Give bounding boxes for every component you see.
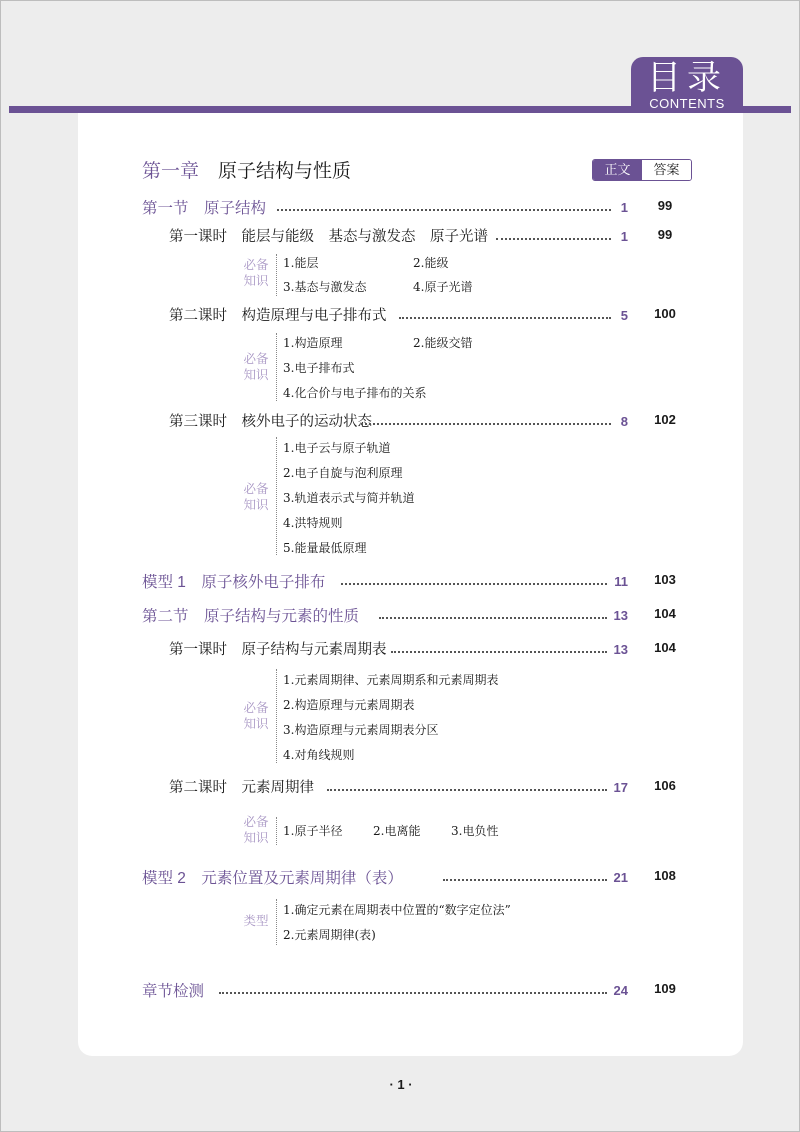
knowledge-item: 3.电子排布式 [283,361,355,375]
answer-page: 106 [654,778,676,793]
toc-chapter-review[interactable]: 章节检测 [142,983,205,1000]
leader-dots [443,879,607,881]
answer-page: 100 [654,306,676,321]
divider [276,899,277,945]
answer-page: 104 [654,606,676,621]
leader-dots [399,317,611,319]
type-item: 2.元素周期律(表) [283,928,376,942]
text-column-tag: 正文 [593,160,642,180]
divider [276,669,277,763]
toc-model-1[interactable]: 模型 1 原子核外电子排布 [142,574,326,591]
knowledge-item: 2.构造原理与元素周期表 [283,698,415,712]
column-tags [592,159,692,181]
answer-page: 102 [654,412,676,427]
knowledge-item: 2.电离能 [373,824,421,838]
knowledge-item: 3.构造原理与元素周期表分区 [283,723,439,737]
leader-dots [361,423,611,425]
toc-lesson-1-3[interactable]: 第三课时 核外电子的运动状态 [169,414,372,430]
knowledge-label: 必备 知识 [243,815,269,845]
knowledge-item: 3.电负性 [451,824,499,838]
leader-dots [277,209,611,211]
toc-lesson-2-1[interactable]: 第一课时 原子结构与元素周期表 [169,642,387,658]
knowledge-label: 必备 知识 [243,701,269,731]
page-number: 1 [620,200,628,215]
page-number: 8 [620,414,628,429]
page-number: 24 [613,983,628,998]
knowledge-item: 4.原子光谱 [413,280,473,294]
type-item: 1.确定元素在周期表中位置的“数字定位法” [283,903,511,917]
answer-page: 103 [654,572,676,587]
divider [276,254,277,296]
knowledge-item: 1.构造原理 [283,336,343,350]
leader-dots [341,583,607,585]
knowledge-item: 4.化合价与电子排布的关系 [283,386,427,400]
knowledge-label: 必备 知识 [243,482,269,512]
divider [276,437,277,555]
knowledge-item: 2.电子自旋与泡利原理 [283,466,403,480]
page-number: 17 [613,780,628,795]
knowledge-item: 1.原子半径 [283,824,343,838]
toc-lesson-1-1[interactable]: 第一课时 能层与能级 基态与激发态 原子光谱 [169,229,488,245]
answer-page: 99 [657,227,673,242]
knowledge-item: 1.能层 [283,256,319,270]
knowledge-label: 必备 知识 [243,258,269,288]
knowledge-item: 3.轨道表示式与简并轨道 [283,491,415,505]
knowledge-item: 1.元素周期律、元素周期系和元素周期表 [283,673,499,687]
toc-lesson-1-2[interactable]: 第二课时 构造原理与电子排布式 [169,308,387,324]
toc-section-2[interactable]: 第二节 原子结构与元素的性质 [142,608,360,625]
answer-page: 99 [657,198,673,213]
page-footer-number: · 1 · [389,1077,413,1092]
chapter-number: 第一章 [142,161,200,182]
page-number: 1 [620,229,628,244]
knowledge-label: 必备 知识 [243,352,269,382]
leader-dots [496,238,611,240]
contents-title-en: CONTENTS [649,96,725,111]
knowledge-item: 1.电子云与原子轨道 [283,441,391,455]
knowledge-item: 2.能级 [413,256,449,270]
page-number: 11 [614,574,628,589]
contents-tab [631,57,743,113]
page-number: 13 [613,642,628,657]
divider [276,817,277,845]
contents-title-zh: 目录 [647,59,727,97]
answer-page: 109 [654,981,676,996]
toc-lesson-2-2[interactable]: 第二课时 元素周期律 [169,780,314,796]
chapter-name: 原子结构与性质 [199,161,352,182]
type-label: 类型 [243,914,269,928]
leader-dots [219,992,607,994]
page-number: 5 [620,308,628,323]
chapter-title[interactable] [142,156,351,183]
knowledge-item: 5.能量最低原理 [283,541,367,555]
knowledge-item: 3.基态与激发态 [283,280,367,294]
answer-page: 104 [654,640,676,655]
knowledge-item: 4.洪特规则 [283,516,343,530]
toc-model-2[interactable]: 模型 2 元素位置及元素周期律（表） [142,870,403,887]
leader-dots [391,651,607,653]
leader-dots [379,617,607,619]
page-number: 13 [613,608,628,623]
leader-dots [327,789,607,791]
page-number: 21 [613,870,628,885]
divider [276,333,277,401]
knowledge-item: 4.对角线规则 [283,748,355,762]
answer-page: 108 [654,868,676,883]
answer-column-tag: 答案 [642,160,691,180]
knowledge-item: 2.能级交错 [413,336,473,350]
toc-section-1[interactable]: 第一节 原子结构 [142,200,267,217]
